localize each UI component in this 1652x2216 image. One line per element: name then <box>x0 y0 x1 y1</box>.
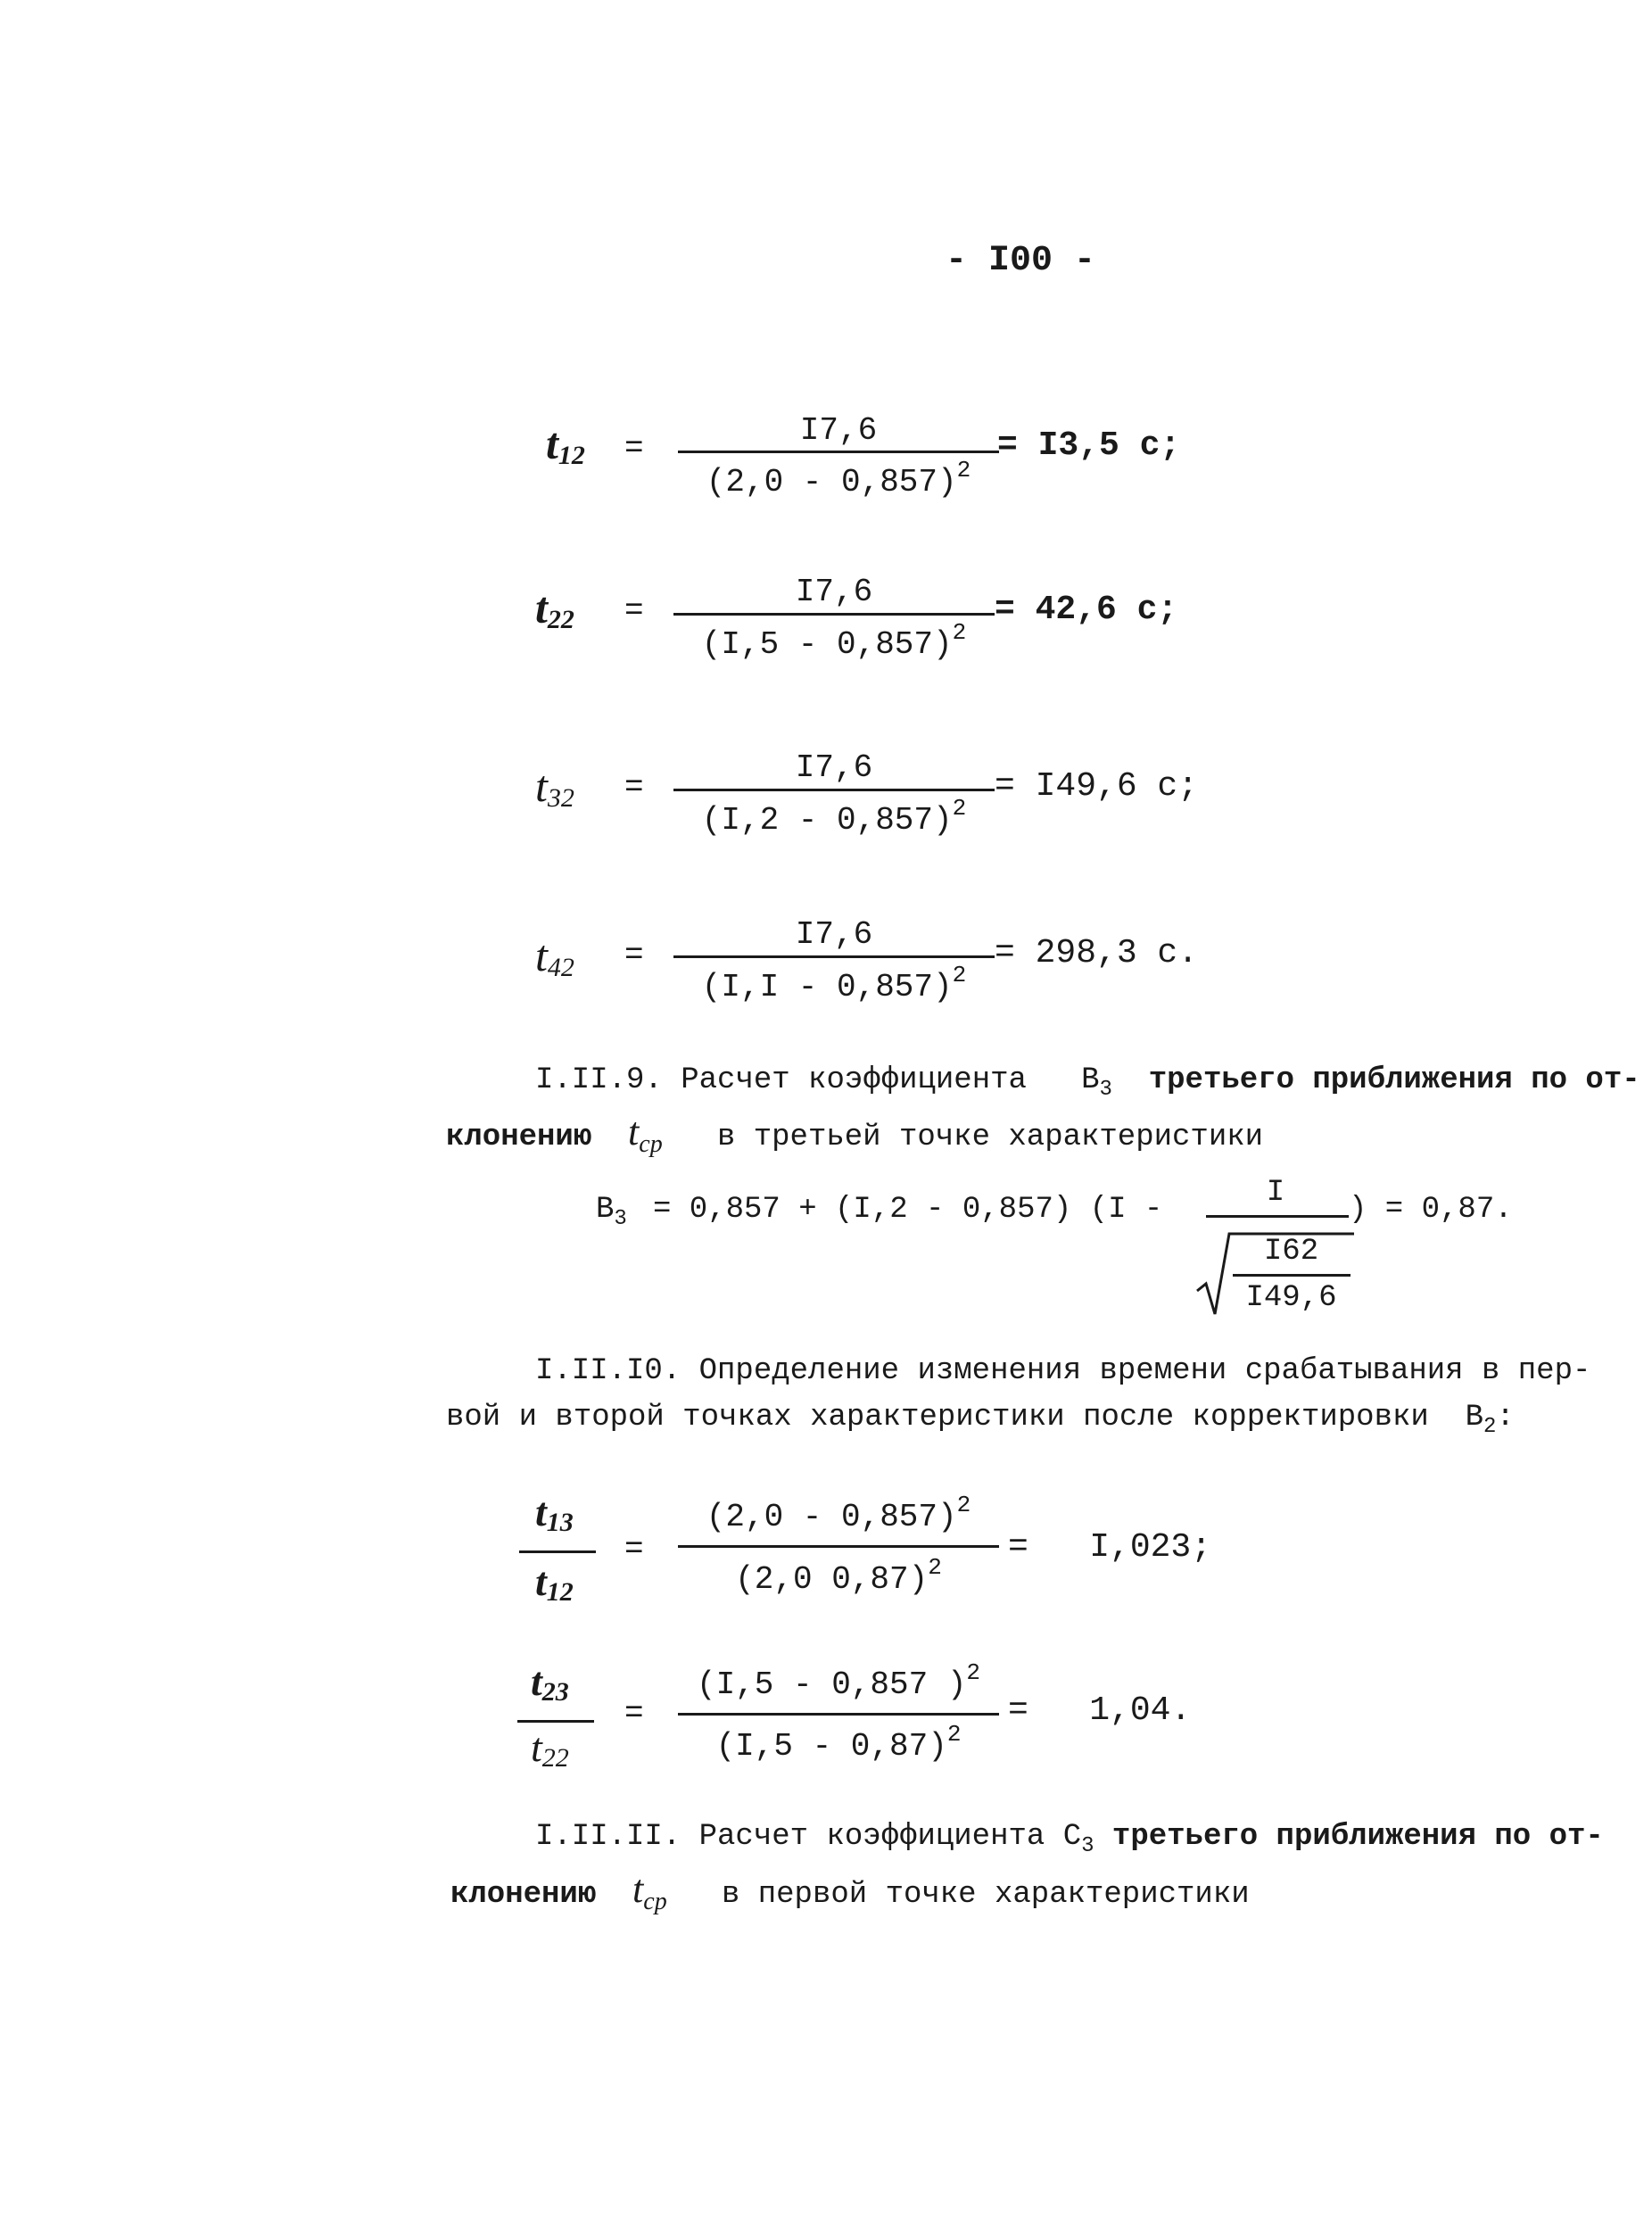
fraction-line <box>673 613 995 616</box>
fraction-denominator: (I,5 - 0,87)$^2$ <box>715 1721 962 1765</box>
formula-variable: $t_{22}$ <box>535 583 574 634</box>
section-1-11-11-line2: клонению $t_{cp}$ в первой точке характеристики <box>450 1867 1250 1915</box>
formula-variable: $t_{12}$ <box>546 418 585 470</box>
section-1-11-9-line1: I.II.9. Расчет коэффициента $B_3$ третьего приближения по от- <box>535 1063 1640 1102</box>
fraction-numerator: I7,6 <box>795 916 873 953</box>
fraction-numerator: (2,0 - 0,857)$^2$ <box>706 1492 971 1535</box>
equals-sign: = <box>624 1695 644 1732</box>
formula-result: = I3,5 c; <box>997 426 1181 465</box>
formula-B3-tail: ) = 0,87. <box>1349 1193 1513 1227</box>
fraction-line <box>673 955 995 958</box>
formula-B3-expression: = 0,857 + (I,2 - 0,857) (I - <box>653 1193 1163 1227</box>
fraction-numerator: (I,5 - 0,857 )$^2$ <box>696 1659 981 1703</box>
equals-sign: = <box>624 937 644 973</box>
equals-sign: = <box>624 430 644 467</box>
fraction-numerator: I <box>1266 1176 1285 1210</box>
section-1-11-10-line2: вой и второй точках характеристики после корректировки $B_2$: <box>446 1401 1515 1439</box>
fraction-line <box>678 1713 999 1716</box>
fraction-numerator: I7,6 <box>795 574 873 610</box>
fraction-line <box>678 1545 999 1548</box>
formula-result: = 1,04. <box>1008 1691 1192 1730</box>
sqrt-numerator: I62 <box>1263 1235 1319 1269</box>
fraction-numerator: I7,6 <box>795 749 873 786</box>
formula-result: = 298,3 c. <box>995 934 1199 972</box>
formula-variable: $t_{32}$ <box>535 761 574 813</box>
fraction-line <box>1206 1215 1349 1218</box>
sqrt-fraction-line <box>1233 1274 1351 1277</box>
section-1-11-10-line1: I.II.I0. Определение изменения времени срабатывания в пер- <box>535 1354 1591 1388</box>
ratio-line <box>517 1720 594 1723</box>
ratio-bottom-variable: $t_{22}$ <box>531 1724 569 1773</box>
ratio-top-variable: $t_{23}$ <box>531 1658 569 1707</box>
page-number: - I00 - <box>946 241 1096 281</box>
fraction-denominator: (2,0 - 0,857)$^2$ <box>706 457 971 500</box>
fraction-denominator: (2,0 0,87)$^2$ <box>735 1554 942 1598</box>
fraction-denominator: (I,I - 0,857)$^2$ <box>701 962 967 1005</box>
equals-sign: = <box>624 769 644 806</box>
section-1-11-11-line1: I.II.II. Расчет коэффициента $C_3$ третьего приближения по от- <box>535 1820 1604 1858</box>
formula-variable: $t_{42}$ <box>535 930 574 982</box>
fraction-numerator: I7,6 <box>799 412 878 449</box>
ratio-line <box>519 1550 596 1553</box>
fraction-denominator: (I,2 - 0,857)$^2$ <box>701 795 967 839</box>
fraction-line <box>678 451 999 453</box>
ratio-top-variable: $t_{13}$ <box>535 1489 574 1537</box>
equals-sign: = <box>624 592 644 629</box>
formula-result: = I,023; <box>1008 1528 1212 1567</box>
equals-sign: = <box>624 1531 644 1567</box>
sqrt-denominator: I49,6 <box>1245 1281 1337 1315</box>
formula-result: = I49,6 c; <box>995 767 1199 806</box>
formula-result: = 42,6 c; <box>995 591 1178 629</box>
section-1-11-9-line2: клонению $t_{cp}$ в третьей точке характеристики <box>446 1110 1264 1158</box>
formula-B3-lhs: $B_3$ <box>596 1193 627 1231</box>
fraction-denominator: (I,5 - 0,857)$^2$ <box>701 619 967 663</box>
fraction-line <box>673 789 995 791</box>
ratio-bottom-variable: $t_{12}$ <box>535 1559 574 1607</box>
